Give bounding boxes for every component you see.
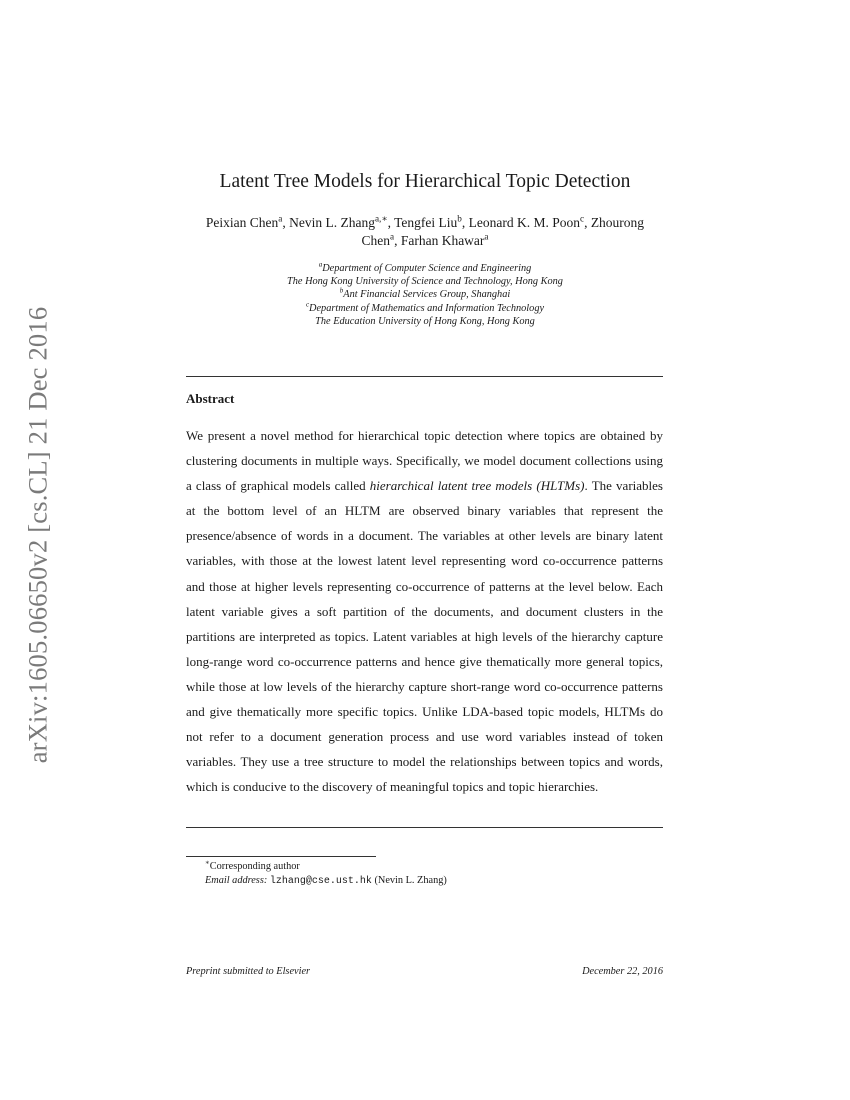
abstract-bottom-rule xyxy=(186,827,663,828)
affiliation-list xyxy=(200,262,650,328)
author-list xyxy=(190,214,660,250)
author: Zhourong Chen$^a$, xyxy=(361,215,645,248)
page-footer xyxy=(186,966,663,977)
email-address[interactable]: lzhang@cse.ust.hk xyxy=(269,875,372,887)
author: Leonard K. M. Poon$^c$, xyxy=(468,213,591,230)
affiliation-line: $^a$Department of Computer Science and Engineering xyxy=(318,260,532,274)
affiliation-line: $^c$Department of Mathematics and Information Technology xyxy=(305,300,545,314)
abstract-top-rule xyxy=(186,376,663,377)
email-note: Email address: lzhang@cse.ust.hk (Nevin L. Zhang) xyxy=(205,874,447,887)
author: Tengfei Liu$^b$, xyxy=(394,213,469,230)
author: Peixian Chen$^a$, xyxy=(205,213,290,230)
corresponding-author-note: ∗Corresponding author xyxy=(205,858,300,872)
arxiv-identifier: arXiv:1605.06650v2 [cs.CL] 21 Dec 2016 xyxy=(22,306,53,764)
affiliation-line: The Hong Kong University of Science and Technology, Hong Kong xyxy=(287,276,563,288)
footnote xyxy=(205,860,447,888)
author: Nevin L. Zhang$^{a,∗}$, xyxy=(289,213,395,230)
paper-title: Latent Tree Models for Hierarchical Topic Detection xyxy=(219,171,631,192)
hltm-term: hierarchical latent tree models (HLTMs) xyxy=(369,478,585,494)
footer-date: December 22, 2016 xyxy=(582,966,663,977)
affiliation-line: $^b$Ant Financial Services Group, Shanghai xyxy=(339,286,511,301)
footnote-rule xyxy=(186,856,376,857)
abstract-body: We present a novel method for hierarchical topic detection where topics are obtained by clustering documents in multiple ways. Specifically, we model document collections using a class of graphical models called hierarchical latent tree models (HLTMs). The variables at the bottom level of an HLTM are observed binary variables that represent the presence/absence of words in a document. The variables at other levels are binary latent variables, with those at the lowest latent level representing word co-occurrence patterns and those at higher levels representing co-occurrence of patterns at the level below. Each latent variable gives a soft partition of the documents, and document clusters in the partitions are interpreted as topics. Latent variables at high levels of the hierarchy capture long-range word co-occurrence patterns and hence give thematically more general topics, while those at low levels of the hierarchy capture short-range word co-occurrence patterns and give thematically more specific topics. Unlike LDA-based topic models, HLTMs do not refer to a document generation process and use word variables instead of token variables. They use a tree structure to model the relationships between topics and words, which is conducive to the discovery of meaningful topics and topic hierarchies. xyxy=(186,428,663,795)
abstract-heading: Abstract xyxy=(186,391,235,406)
affiliation-line: The Education University of Hong Kong, Hong Kong xyxy=(315,315,535,327)
footer-preprint: Preprint submitted to Elsevier xyxy=(186,966,311,977)
author: Farhan Khawar$^a$ xyxy=(400,231,489,248)
